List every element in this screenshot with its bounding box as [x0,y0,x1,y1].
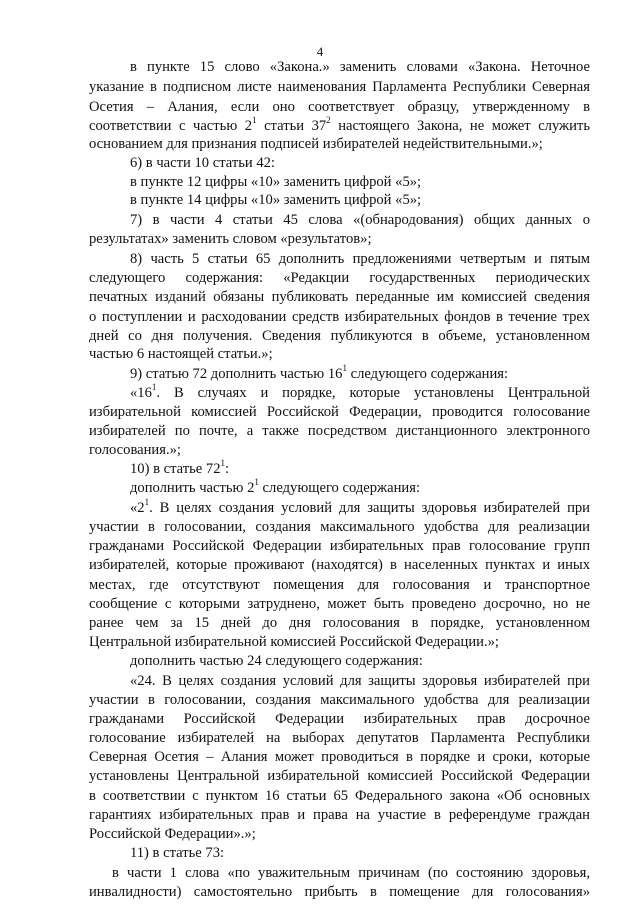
text-line: участии в голосовании, создания максимального удобства для реализации [89,519,590,535]
text-line: в пункте 15 слово «Закона.» заменить словами «Закона. Неточное [130,59,590,75]
text-line: 9) статью 72 дополнить частью $16^1$ следующего содержания: [130,363,509,382]
text-line: «$16^1$. В случаях и порядке, которые установлены Центральной [130,382,590,401]
text-line: Российской Федерации».»; [89,826,256,842]
text-line: 8) часть 5 статьи 65 дополнить предложениями четвертым и пятым [130,251,590,267]
text-line: гражданами Российской Федерации избирательных прав голосование групп [89,538,590,554]
text-line: избирательной комиссией Российской Федерации, проводится голосование [89,404,590,420]
text-line: в соответствии с пунктом 16 статьи 65 Федерального закона «Об основных [89,788,590,804]
text-line: Центральной избирательной комиссией Российской Федерации.»; [89,634,499,650]
text-line: гражданами Российской Федерации избирательных прав досрочное [89,711,590,727]
text-line: участии в голосовании, создания максимального удобства для реализации [89,692,590,708]
text-line: в части 1 слова «по уважительным причинам (по состоянию здоровья, [112,865,590,881]
text-line: дополнить частью $2^1$ следующего содержания: [130,477,421,496]
text-line: дней со дня получения. Сведения публикуются в объеме, установленном [89,328,590,344]
text-line: Осетия – Алания, если оно соответствует образцу, утвержденному в [89,99,590,115]
text-line: дополнить частью 24 следующего содержания: [130,653,423,669]
text-line: о поступлении и расходовании средств избирательных фондов в течение трех [89,309,590,325]
text-line: 11) в статье 73: [130,845,225,861]
text-line: гарантиях избирательных прав и права на участие в референдуме граждан [89,807,590,823]
text-line: в пункте 14 цифры «10» заменить цифрой «5»; [130,192,422,208]
text-line: сообщение с которыми затруднено, может быть проведено досрочно, но не [89,596,590,612]
text-line: указание в подписном листе наименования Парламента Республики Северная [89,79,590,95]
text-line: 7) в части 4 статьи 45 слова «(обнародования) общих данных о [130,212,590,228]
text-line: «$2^1$. В целях создания условий для защиты здоровья избирателей при [130,497,590,516]
text-line: 10) в статье $72^1$: [130,458,230,477]
text-line: основанием для признания подписей избирателей недействительными.»; [89,136,543,152]
text-line: местах, где отсутствуют помещения для голосования и транспортное [89,577,590,593]
text-line: инвалидности) самостоятельно прибыть в помещение для голосования» [89,884,590,900]
page-number: 4 [316,44,324,59]
text-line: результатах» заменить словом «результатов»; [89,231,372,247]
text-line: соответствии с частью $2^1$ статьи $37^2$ настоящего Закона, не может служить [89,115,590,134]
text-line: ранее чем за 15 дней до дня голосования в порядке, установленном [89,615,590,631]
text-line: «24. В целях создания условий для защиты здоровья избирателей при [130,673,590,689]
text-line: в пункте 12 цифры «10» заменить цифрой «5»; [130,174,422,190]
text-line: печатных изданий обязаны публиковать переданные им комиссией сведения [89,289,590,305]
text-line: 6) в части 10 статьи 42: [130,155,275,171]
text-line: частью 6 настоящей статьи.»; [89,346,273,362]
text-line: следующего содержания: «Редакции государственных периодических [89,270,590,286]
text-line: голосование избирателей на выборах депутатов Парламента Республики [89,730,590,746]
text-line: установлены Центральной избирательной комиссией Российской Федерации [89,768,590,784]
text-line: избирателей, которые проживают (находятся) в населенных пунктах и иных [89,557,590,573]
text-line: голосования.»; [89,442,181,458]
text-line: Северная Осетия – Алания может проводиться в порядке и сроки, которые [89,749,590,765]
text-line: избирателей по почте, а также посредством дистанционного электронного [89,423,590,439]
